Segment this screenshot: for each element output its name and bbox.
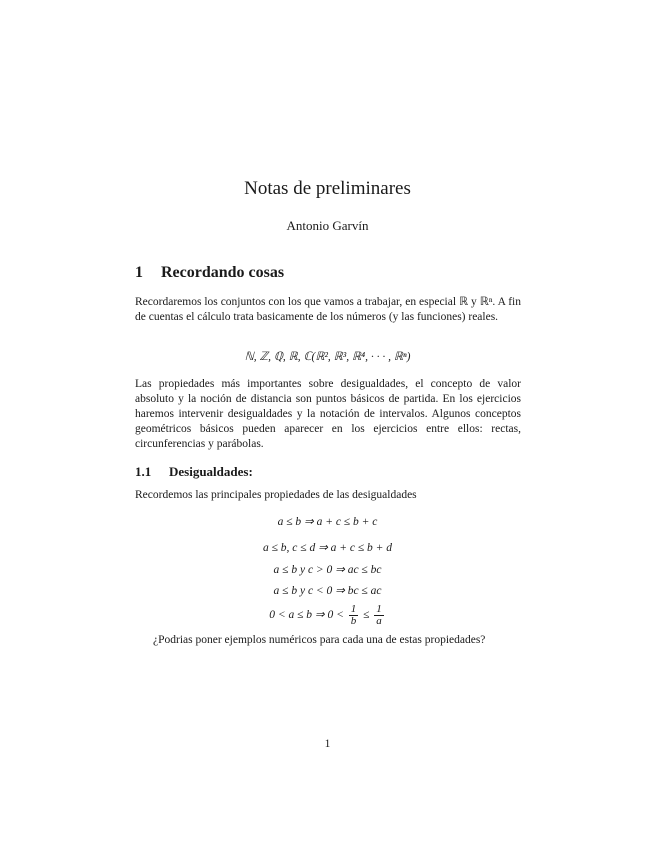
fraction-one-over-b <box>349 604 359 627</box>
inequality-4: a ≤ b y c < 0 ⇒ bc ≤ ac <box>273 585 382 597</box>
document-author: Antonio Garvín <box>286 218 369 233</box>
section-number: 1 <box>135 264 143 281</box>
inequality-1: a ≤ b ⇒ a + c ≤ b + c <box>277 516 378 528</box>
section-title: Recordando cosas <box>161 264 285 281</box>
fraction-denominator: a <box>376 615 382 627</box>
inequality-3: a ≤ b y c > 0 ⇒ ac ≤ bc <box>273 564 382 576</box>
fraction-denominator: b <box>350 615 357 627</box>
fraction-one-over-a <box>374 604 384 627</box>
subsection-heading <box>135 464 253 480</box>
subsection-title: Desigualdades: <box>169 464 253 479</box>
number-sets-formula: ℕ, ℤ, ℚ, ℝ, ℂ(ℝ², ℝ³, ℝ⁴, · · · , ℝⁿ) <box>244 351 411 363</box>
inequality-5-mid: ≤ <box>363 609 370 622</box>
page-number: 1 <box>324 738 331 750</box>
inequality-5 <box>0 604 655 627</box>
paragraph-sets-intro: Recordaremos los conjuntos con los que vamos a trabajar, en especial ℝ y ℝⁿ. A fin de cuentas el cálculo trata basicamente de los números (y las funciones) reales. <box>135 296 521 323</box>
document-title: Notas de preliminares <box>244 178 411 199</box>
inequality-2: a ≤ b, c ≤ d ⇒ a + c ≤ b + d <box>262 542 393 554</box>
fraction-numerator: 1 <box>350 603 357 615</box>
section-heading <box>135 264 284 282</box>
fraction-numerator: 1 <box>376 603 382 615</box>
subsection-number: 1.1 <box>135 464 152 479</box>
exercise-question: ¿Podrias poner ejemplos numéricos para cada una de estas propiedades? <box>153 634 486 646</box>
inequality-5-lead: 0 < a ≤ b ⇒ 0 < <box>269 609 344 622</box>
paragraph-inequalities-intro: Recordemos las principales propiedades de las desigualdades <box>135 489 417 501</box>
paragraph-properties: Las propiedades más importantes sobre desigualdades, el concepto de valor absoluto y la noción de distancia son puntos básicos de partida. En los ejercicios haremos intervenir desigualdades y la notación de intervalos. Algunos conceptos geométricos básicos pueden aparecer en los ejercicios entre ellos: rectas, circunferencias y parábolas. <box>135 378 521 450</box>
